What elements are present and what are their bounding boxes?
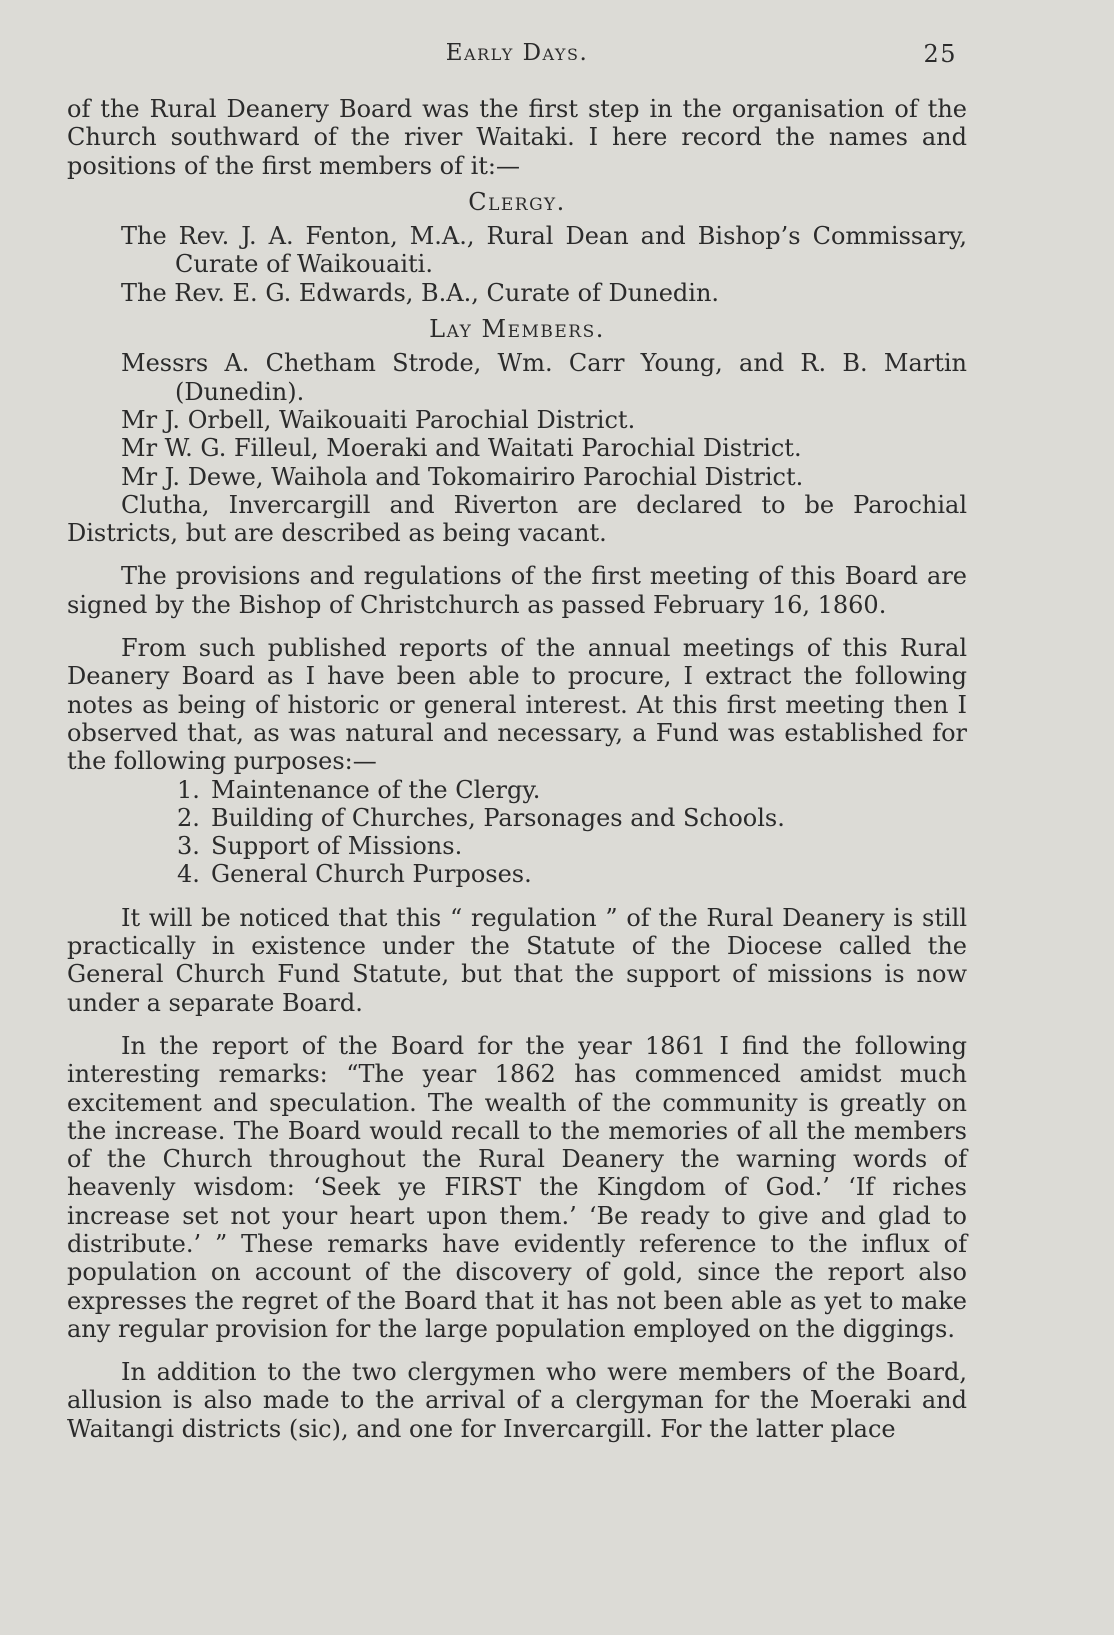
paragraph-provisions: The provisions and regulations of the first meeting of this Board are signed by the Bishop of Christchurch as passed February 16, 1860. xyxy=(67,562,967,619)
paragraph-report-1861: In the report of the Board for the year 1861 I find the following interesting remarks: “The year 1862 has commenced amidst much excitement and speculation. The wealth of the community is greatly on the increase. The Board would recall to the memories of all the members of the Church throughout the Rural Deanery the warning words of heavenly wisdom: ‘Seek ye FIRST the Kingdom of God.’ ‘If riches increase set not your heart upon them.’ ‘Be ready to give and glad to distribute.’ ” These remarks have evidently reference to the influx of population on account of the discovery of gold, since the report also expresses the regret of the Board that it has not been able as yet to make any regular provision for the large population employed on the diggings. xyxy=(67,1031,967,1343)
list-number: 3. xyxy=(177,832,200,861)
lay-member-entry: Messrs A. Chetham Strode, Wm. Carr Young, and R. B. Martin (Dunedin). xyxy=(121,349,967,406)
list-number: 1. xyxy=(177,775,200,804)
list-item xyxy=(67,860,967,888)
heading-clergy: Clergy. xyxy=(468,187,566,216)
paragraph-reports: From such published reports of the annual meetings of this Rural Deanery Board as I have been able to procure, I extract the following notes as being of historic or general interest. At this first meeting then I observed that, as was natural and necessary, a Fund was established for the following purposes:— xyxy=(67,634,967,776)
paragraph-noticed: It will be noticed that this “ regulation ” of the Rural Deanery is still practically in existence under the Statute of the Diocese called the General Church Fund Statute, but that the support of missions is now under a separate Board. xyxy=(67,903,967,1017)
lay-member-entry: Mr W. G. Filleul, Moeraki and Waitati Parochial District. xyxy=(121,434,802,463)
list-text: Maintenance of the Clergy. xyxy=(211,775,541,804)
list-text: Support of Missions. xyxy=(211,832,463,861)
running-header xyxy=(67,40,967,76)
list-item xyxy=(67,804,967,832)
list-item xyxy=(67,776,967,804)
running-title: Early Days. xyxy=(445,40,589,66)
list-number: 4. xyxy=(177,860,200,889)
list-item xyxy=(67,832,967,860)
paragraph-intro: of the Rural Deanery Board was the first step in the organisation of the Church southward of the river Waitaki. I here record the names and positions of the first members of it:— xyxy=(67,95,967,180)
fund-purposes-list xyxy=(67,776,967,889)
lay-member-entry: Mr J. Orbell, Waikouaiti Parochial District. xyxy=(121,405,636,434)
paragraph-addition: In addition to the two clergymen who were members of the Board, allusion is also made to the arrival of a clergyman for the Moeraki and Waitangi districts (sic), and one for Invercargill. For the latter place xyxy=(67,1358,967,1443)
list-number: 2. xyxy=(177,803,200,832)
paragraph-clutha: Clutha, Invercargill and Riverton are declared to be Parochial Districts, but are described as being vacant. xyxy=(67,490,967,548)
page-body xyxy=(67,95,967,1443)
clergy-entry: The Rev. J. A. Fenton, M.A., Rural Dean and Bishop’s Commissary, Curate of Waikouaiti. xyxy=(121,222,967,279)
list-text: General Church Purposes. xyxy=(211,860,532,889)
page-number: 25 xyxy=(923,40,957,68)
list-text: Building of Churches, Parsonages and Schools. xyxy=(211,803,785,832)
lay-member-entry: Mr J. Dewe, Waihola and Tokomairiro Parochial District. xyxy=(121,462,804,491)
heading-lay-members: Lay Members. xyxy=(429,315,605,344)
clergy-entry: The Rev. E. G. Edwards, B.A., Curate of Dunedin. xyxy=(121,278,720,307)
